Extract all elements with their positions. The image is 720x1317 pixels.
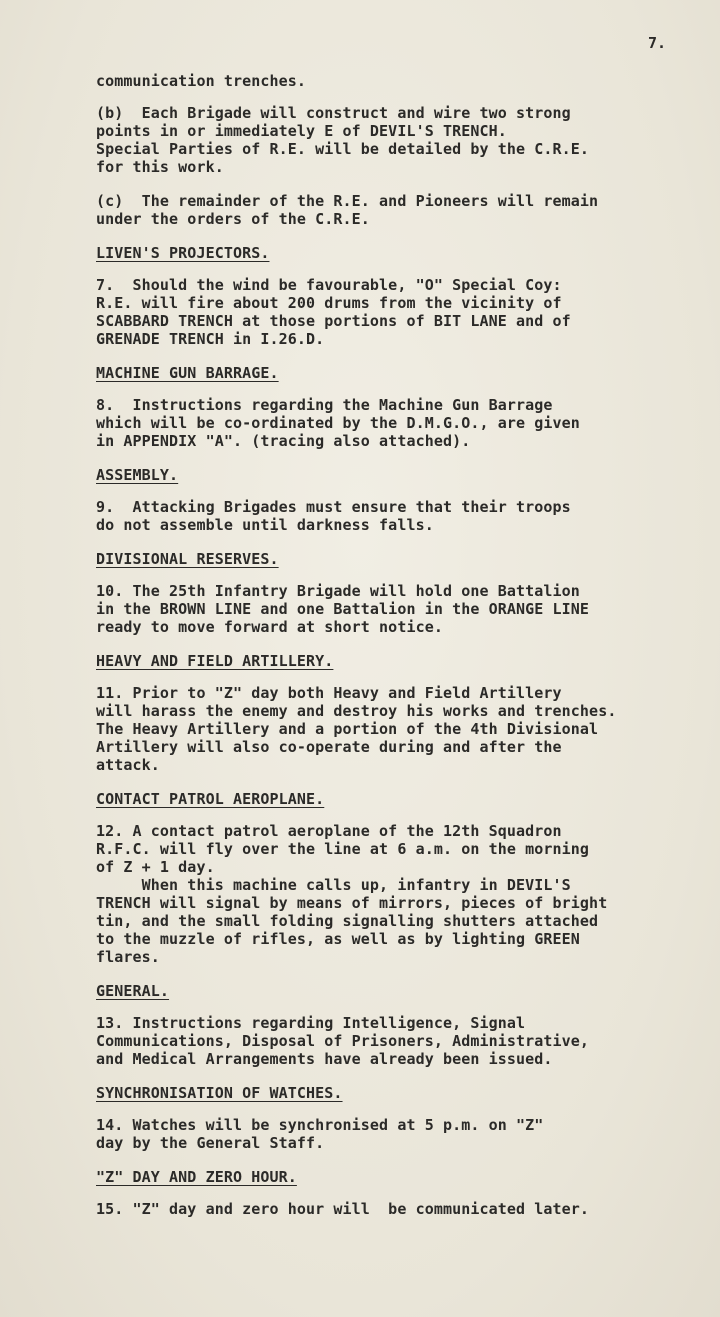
section-heading: SYNCHRONISATION OF WATCHES. [96,1084,343,1102]
section-heading: GENERAL. [96,982,170,1000]
section-heading: ASSEMBLY. [96,466,179,484]
paragraph: 7. Should the wind be favourable, "O" Special Coy: R.E. will fire about 200 drums from the vicinity of SCABBARD TRENCH at those portions of BIT LANE and of GRENADE TRENCH in I.26.D. [96,276,571,348]
paragraph: 11. Prior to "Z" day both Heavy and Field Artillery will harass the enemy and destroy his works and trenches. The Heavy Artillery and a portion of the 4th Divisional Artillery will also co-operate during and after the attack. [96,684,617,774]
paragraph: communication trenches. [96,72,307,90]
section-heading: LIVEN'S PROJECTORS. [96,244,270,262]
paragraph: 10. The 25th Infantry Brigade will hold one Battalion in the BROWN LINE and one Battalion in the ORANGE LINE ready to move forward at short notice. [96,582,590,636]
section-heading: "Z" DAY AND ZERO HOUR. [96,1168,297,1186]
paragraph: (c) The remainder of the R.E. and Pioneers will remain under the orders of the C.R.E. [96,192,599,228]
section-heading: CONTACT PATROL AEROPLANE. [96,790,325,808]
section-heading: HEAVY AND FIELD ARTILLERY. [96,652,334,670]
paragraph: 13. Instructions regarding Intelligence, Signal Communications, Disposal of Prisoners, Administrative, and Medical Arrangements have already been issued. [96,1014,590,1068]
paragraph: 14. Watches will be synchronised at 5 p.m. on "Z" day by the General Staff. [96,1116,544,1152]
section-heading: DIVISIONAL RESERVES. [96,550,279,568]
page-number: 7. [648,34,667,52]
paragraph: 12. A contact patrol aeroplane of the 12th Squadron R.F.C. will fly over the line at 6 a.m. on the morning of Z + 1 day. When this machine calls up, infantry in DEVIL'S TRENCH will signal by means of mirrors, pieces of bright tin, and the small folding signalling shutters attached to the muzzle of rifles, as well as by lighting GREEN flares. [96,822,608,966]
paragraph: 9. Attacking Brigades must ensure that their troops do not assemble until darkness falls. [96,498,571,534]
section-heading: MACHINE GUN BARRAGE. [96,364,279,382]
paragraph: 8. Instructions regarding the Machine Gun Barrage which will be co-ordinated by the D.M.G.O., are given in APPENDIX "A". (tracing also attached). [96,396,580,450]
paragraph: 15. "Z" day and zero hour will be communicated later. [96,1200,590,1218]
paragraph: (b) Each Brigade will construct and wire two strong points in or immediately E of DEVIL'S TRENCH. Special Parties of R.E. will be detailed by the C.R.E. for this work. [96,104,590,176]
document-body [96,72,718,1234]
